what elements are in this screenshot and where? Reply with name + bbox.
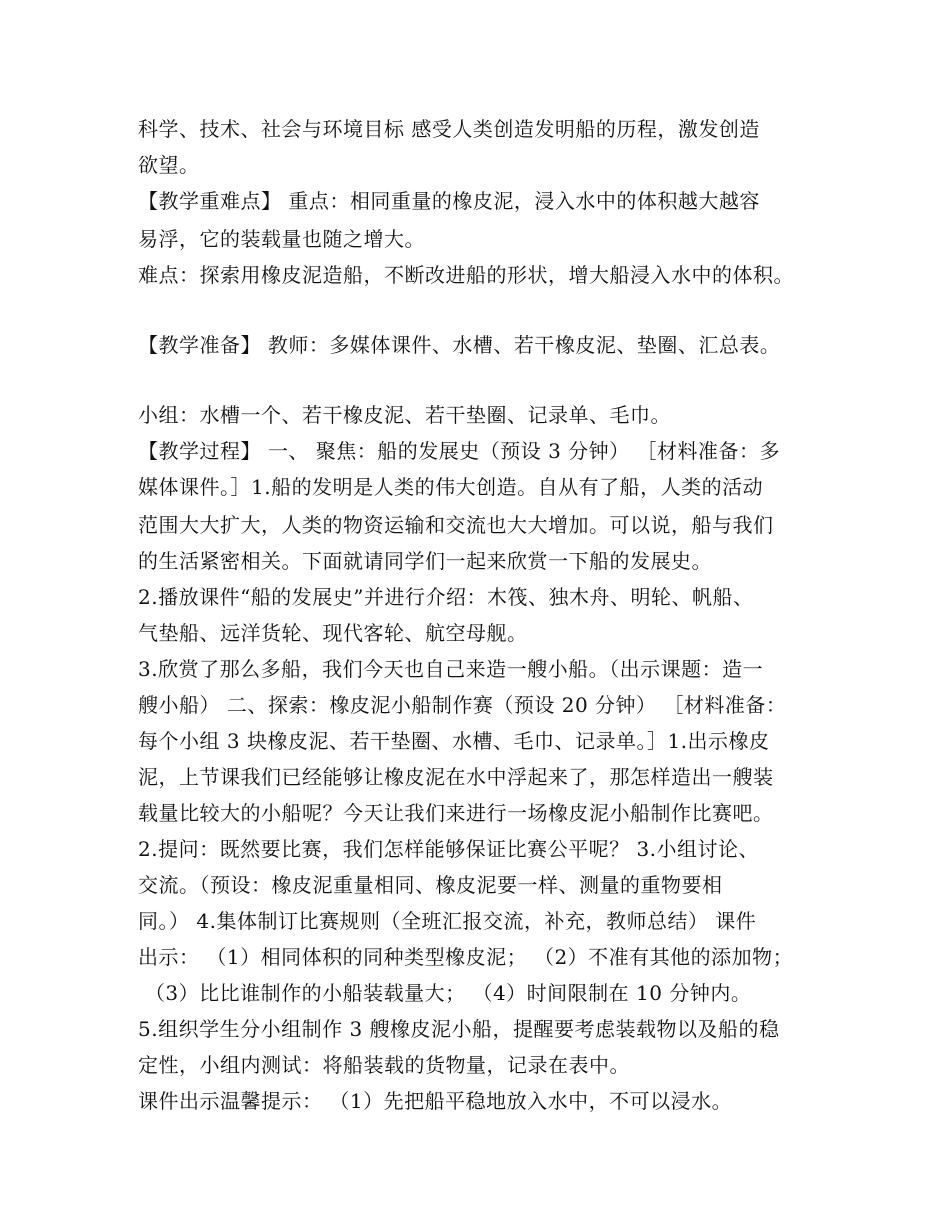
- text-line: 艘小船） 二、探索：橡皮泥小船制作赛（预设 20 分钟） ［材料准备：: [138, 693, 787, 717]
- text-line: 2.提问：既然要比赛，我们怎样能够保证比赛公平呢？ 3.小组讨论、: [138, 837, 760, 861]
- text-line: 科学、技术、社会与环境目标 感受人类创造发明船的历程，激发创造: [138, 117, 760, 141]
- text-line: 的生活紧密相关。下面就请同学们一起来欣赏一下船的发展史。: [138, 549, 712, 573]
- text-line: 5.组织学生分小组制作 3 艘橡皮泥小船，提醒要考虑装载物以及船的稳: [138, 1017, 780, 1041]
- text-line: 定性，小组内测试：将船装载的货物量，记录在表中。: [138, 1053, 630, 1077]
- text-line: 载量比较大的小船呢？今天让我们来进行一场橡皮泥小船制作比赛吧。: [138, 801, 774, 825]
- text-line: 2.播放课件“船的发展史”并进行介绍：木筏、独木舟、明轮、帆船、: [138, 585, 754, 609]
- text-line: 3.欣赏了那么多船，我们今天也自己来造一艘小船。（出示课题：造一: [138, 657, 764, 681]
- text-line: 课件出示温馨提示： （1）先把船平稳地放入水中，不可以浸水。: [138, 1089, 733, 1113]
- text-line: 【教学过程】 一、 聚焦：船的发展史（预设 3 分钟） ［材料准备：多: [138, 439, 781, 463]
- text-line: 欲望。: [138, 153, 200, 177]
- text-line: 【教学重难点】 重点：相同重量的橡皮泥，浸入水中的体积越大越容: [138, 189, 760, 213]
- text-line: 媒体课件。］1.船的发明是人类的伟大创造。自从有了船，人类的活动: [138, 475, 764, 499]
- text-line: 易浮，它的装载量也随之增大。: [138, 227, 425, 251]
- text-line: 交流。（预设：橡皮泥重量相同、橡皮泥要一样、测量的重物要相: [138, 873, 723, 897]
- text-line: 同。） 4.集体制订比赛规则（全班汇报交流，补充，教师总结） 课件: [138, 909, 757, 933]
- text-line: 气垫船、远洋货轮、现代客轮、航空母舰。: [138, 621, 528, 645]
- text-line: 每个小组 3 块橡皮泥、若干垫圈、水槽、毛巾、记录单。］1.出示橡皮: [138, 729, 770, 753]
- text-line: 小组：水槽一个、若干橡皮泥、若干垫圈、记录单、毛巾。: [138, 403, 671, 427]
- text-line: 【教学准备】 教师：多媒体课件、水槽、若干橡皮泥、垫圈、汇总表。: [138, 333, 781, 357]
- text-line: 难点：探索用橡皮泥造船，不断改进船的形状，增大船浸入水中的体积。: [138, 263, 794, 287]
- text-line: 泥，上节课我们已经能够让橡皮泥在水中浮起来了，那怎样造出一艘装: [138, 765, 774, 789]
- text-line: 出示： （1）相同体积的同种类型橡皮泥； （2）不准有其他的添加物；: [138, 945, 794, 969]
- text-line: （3）比比谁制作的小船装载量大； （4）时间限制在 10 分钟内。: [138, 981, 752, 1005]
- text-line: 范围大大扩大，人类的物资运输和交流也大大增加。可以说，船与我们: [138, 513, 774, 537]
